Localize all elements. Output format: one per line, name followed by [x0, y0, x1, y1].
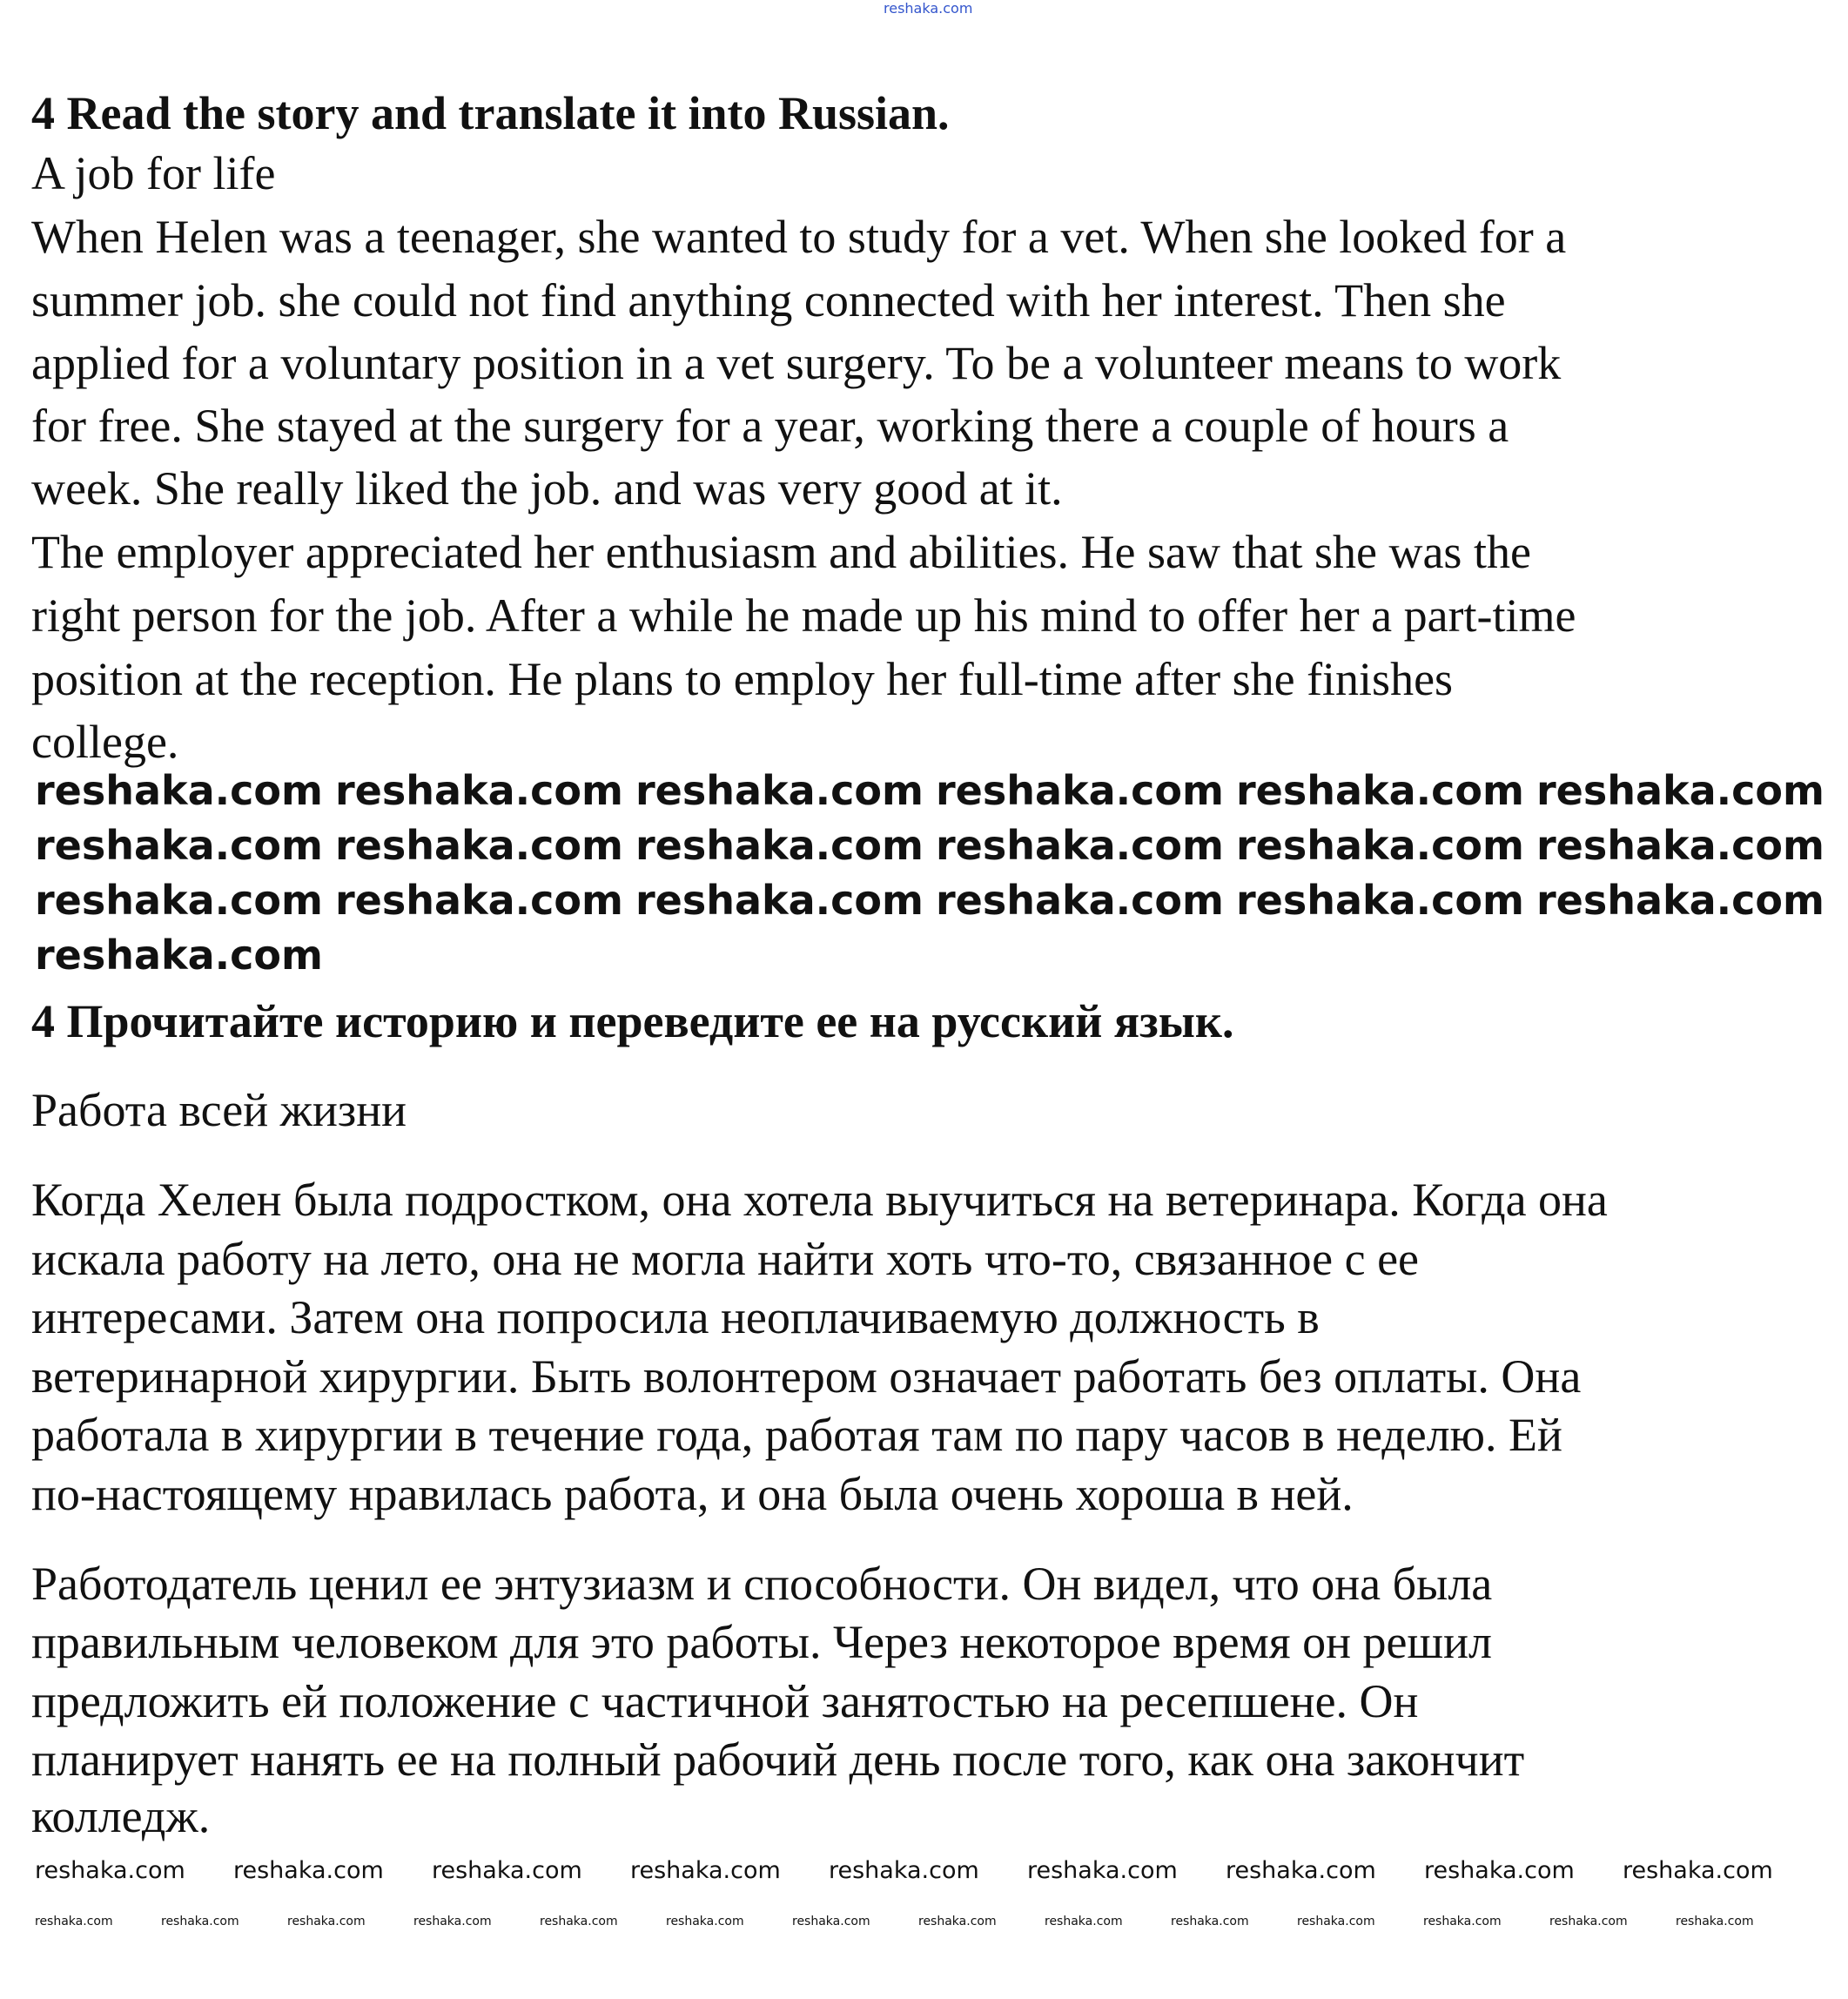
watermark: reshaka.com: [1297, 1915, 1375, 1928]
watermark: reshaka.com: [1536, 822, 1824, 869]
watermark: reshaka.com: [1027, 1857, 1178, 1884]
watermark: reshaka.com: [1676, 1915, 1754, 1928]
text-line: интересами. Затем она попросила неоплачиваемую должность в: [31, 1291, 1320, 1343]
text-line: When Helen was a teenager, she wanted to study for a vet. When she looked for a: [31, 211, 1567, 263]
watermark: reshaka.com: [635, 877, 924, 924]
watermark: reshaka.com: [432, 1857, 582, 1884]
watermark: reshaka.com: [630, 1857, 781, 1884]
watermark: reshaka.com: [35, 1915, 113, 1928]
text-line: по-настоящему нравилась работа, и она была очень хороша в ней.: [31, 1468, 1354, 1520]
watermark: reshaka.com: [635, 767, 924, 814]
watermark: reshaka.com: [635, 822, 924, 869]
watermark: reshaka.com: [936, 822, 1224, 869]
text-line: правильным человеком для это работы. Через некоторое время он решил: [31, 1616, 1492, 1668]
watermark: reshaka.com: [1236, 822, 1524, 869]
watermark: reshaka.com: [540, 1915, 618, 1928]
watermark: reshaka.com: [413, 1915, 492, 1928]
watermark: reshaka.com: [1236, 767, 1524, 814]
watermark: reshaka.com: [1045, 1915, 1123, 1928]
watermark: reshaka.com: [35, 822, 323, 869]
watermark: reshaka.com: [1623, 1857, 1773, 1884]
watermark: reshaka.com: [1424, 1857, 1575, 1884]
watermark: reshaka.com: [35, 1857, 185, 1884]
text-line: summer job. she could not find anything connected with her interest. Then she: [31, 274, 1506, 326]
text-line: for free. She stayed at the surgery for a year, working there a couple of hours a: [31, 400, 1509, 452]
text-line: ветеринарной хирургии. Быть волонтером означает работать без оплаты. Она: [31, 1350, 1582, 1403]
text-line: Когда Хелен была подростком, она хотела выучиться на ветеринара. Когда она: [31, 1174, 1608, 1226]
text-line: applied for a voluntary position in a vet surgery. To be a volunteer means to work: [31, 337, 1562, 389]
text-line: college.: [31, 716, 179, 768]
watermark: reshaka.com: [829, 1857, 979, 1884]
watermark: reshaka.com: [35, 932, 323, 979]
text-line: The employer appreciated her enthusiasm and abilities. He saw that she was the: [31, 526, 1531, 578]
watermark: reshaka.com: [918, 1915, 997, 1928]
text-line: предложить ей положение с частичной занятостью на ресепшене. Он: [31, 1675, 1419, 1727]
watermark: reshaka.com: [1171, 1915, 1249, 1928]
text-line: position at the reception. He plans to employ her full-time after she finishes: [31, 653, 1454, 705]
text-line: работала в хирургии в течение года, работая там по пару часов в неделю. Ей: [31, 1409, 1562, 1461]
watermark: reshaka.com: [884, 0, 973, 17]
english-heading: 4 Read the story and translate it into Russian.: [31, 87, 950, 139]
watermark: reshaka.com: [936, 767, 1224, 814]
watermark: reshaka.com: [1423, 1915, 1502, 1928]
text-line: планирует нанять ее на полный рабочий день после того, как она закончит: [31, 1733, 1525, 1786]
text-line: right person for the job. After a while he made up his mind to offer her a part-time: [31, 589, 1576, 642]
text-line: week. She really liked the job. and was very good at it.: [31, 462, 1063, 515]
watermark: reshaka.com: [233, 1857, 384, 1884]
text-line: искала работу на лето, она не могла найти хоть что-то, связанное с ее: [31, 1233, 1420, 1285]
watermark: reshaka.com: [161, 1915, 239, 1928]
watermark: reshaka.com: [1536, 767, 1824, 814]
watermark: reshaka.com: [35, 767, 323, 814]
watermark: reshaka.com: [1236, 877, 1524, 924]
watermark: reshaka.com: [35, 877, 323, 924]
watermark: reshaka.com: [792, 1915, 870, 1928]
watermark: reshaka.com: [287, 1915, 366, 1928]
watermark: reshaka.com: [335, 877, 623, 924]
watermark: reshaka.com: [335, 767, 623, 814]
text-line: колледж.: [31, 1790, 211, 1842]
russian-heading: 4 Прочитайте историю и переведите ее на русский язык.: [31, 995, 1234, 1047]
russian-title: Работа всей жизни: [31, 1084, 407, 1136]
text-line: Работодатель ценил ее энтузиазм и способности. Он видел, что она была: [31, 1558, 1493, 1610]
watermark: reshaka.com: [666, 1915, 744, 1928]
watermark: reshaka.com: [1549, 1915, 1628, 1928]
watermark: reshaka.com: [1536, 877, 1824, 924]
watermark: reshaka.com: [1226, 1857, 1376, 1884]
english-title: A job for life: [31, 147, 276, 199]
watermark: reshaka.com: [936, 877, 1224, 924]
watermark: reshaka.com: [335, 822, 623, 869]
